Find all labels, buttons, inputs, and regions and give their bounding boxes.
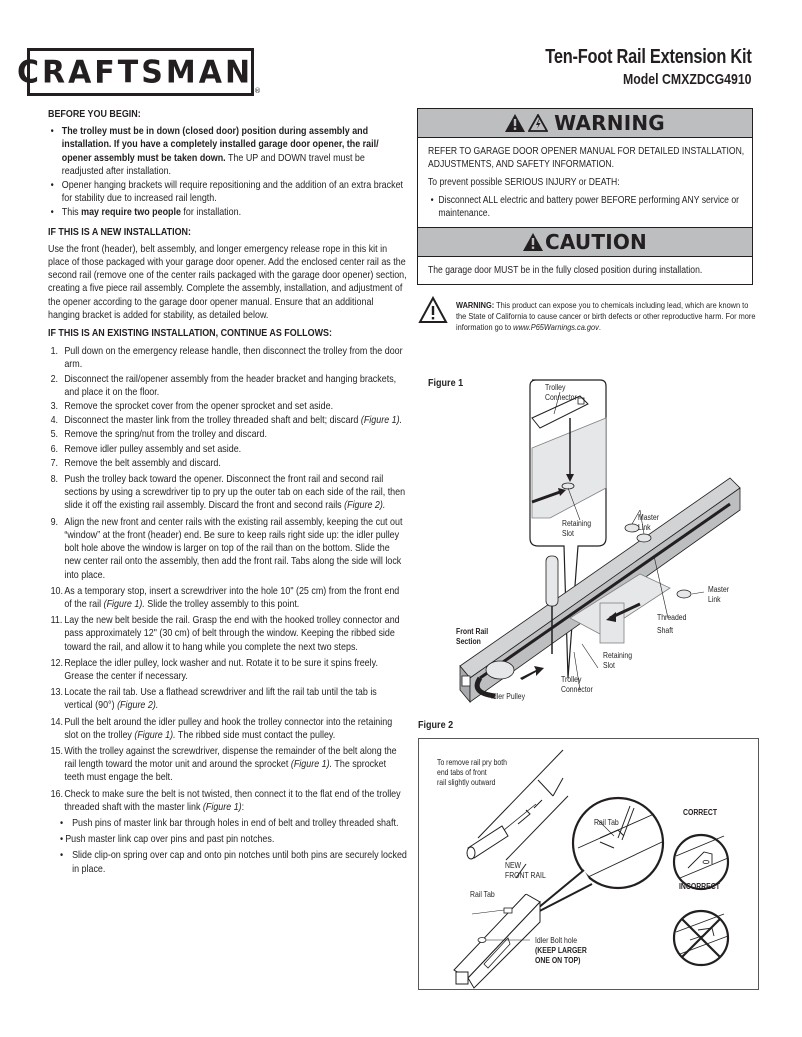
sub-bullet: • Push master link cap over pins and past pin notches. <box>48 833 407 846</box>
warning-line-1: REFER TO GARAGE DOOR OPENER MANUAL FOR DETAILED INSTALLATION, ADJUSTMENTS, AND SAFETY INFORMATION. <box>428 146 745 170</box>
callout-threaded-shaft: Threaded Shaft <box>657 613 687 635</box>
instructions-column <box>48 108 408 876</box>
callout-front-rail-section: Front Rail Section <box>456 627 489 646</box>
warning-body <box>418 138 752 227</box>
hazard-triangle-icon <box>523 233 543 251</box>
figure-ref: (Figure 1). <box>103 598 145 610</box>
callout-retaining-slot-top: Retaining Slot <box>562 519 592 538</box>
figure-1-diagram <box>440 378 760 708</box>
title-block <box>500 46 752 88</box>
before-you-begin-heading: BEFORE YOU BEGIN: <box>48 109 141 120</box>
sub-bullet: • Slide clip-on spring over cap and onto pin notches until both pins are securely locked in place. <box>48 849 407 875</box>
step-11: 11. Lay the new belt beside the rail. Grasp the end with the hooked trolley connector and pass approximately 12" (30 cm) of belt through the window. Keeping the ribbed side toward the rail, and allow it to hang while you complete the next two steps. <box>50 615 400 653</box>
caution-body: The garage door MUST be in the fully closed position during installation. <box>418 257 752 285</box>
list-item: • This may require two people for installation. <box>48 206 407 219</box>
brand-name: CRAFTSMAN <box>16 53 254 91</box>
step-16: 16. Check to make sure the belt is not twisted, then connect it to the flat end of the trolley threaded shaft with the master link (Figure 1): <box>50 788 401 813</box>
model-number: Model CMXZDCG4910 <box>623 71 752 88</box>
warning-label: WARNING <box>554 111 665 135</box>
page-title: Ten-Foot Rail Extension Kit <box>545 46 752 68</box>
step-12: 12. Replace the idler pulley, lock washer and nut. Rotate it to be sure it spins freely. Grease the center if necessary. <box>50 657 378 682</box>
step-14: 14. Pull the belt around the idler pulley and hook the trolley connector into the retaining slot on the trolley (Figure 1). The ribbed side must contact the pulley. <box>50 716 393 741</box>
caution-header <box>418 227 752 257</box>
list-item: • Opener hanging brackets will require repositioning and the addition of an extra bracket for stability due to increased rail length. <box>48 179 407 205</box>
callout-trolley-connector: Trolley Connector <box>561 675 593 694</box>
step-4: 4. Disconnect the master link from the trolley threaded shaft and belt; discard (Figure 1). <box>50 415 403 427</box>
figure-ref: (Figure 2). <box>344 500 386 512</box>
step-5: 5. Remove the spring/nut from the trolley and discard. <box>50 429 267 441</box>
step-10: 10. As a temporary stop, insert a screwdriver into the hole 10" (25 cm) from the front end of the rail (Figure 1). Slide the trolley assembly to this point. <box>50 585 400 610</box>
figure-1-label: Figure 1 <box>428 377 464 389</box>
callout-retaining-slot: Retaining Slot <box>603 651 633 670</box>
sub-bullet: • Push pins of master link bar through holes in end of belt and trolley threaded shaft. <box>48 817 407 830</box>
label-correct: CORRECT <box>683 808 718 817</box>
new-installation-text: Use the front (header), belt assembly, and longer emergency release rope in this kit in place of those packaged with your garage door opener. Add the enclosed center rail as the second rail (remove one of the center rails packaged with the garage door opener) section, creating a five piece rail assembly. Complete the assembly, installation, and adjustment of the opener according to the garage door opener manual. Ensure that an additional hanging bracket is added for stability, as detailed below. <box>48 243 407 321</box>
craftsman-logo <box>16 48 265 96</box>
step-2: 2. Disconnect the rail/opener assembly from the header bracket and hanging brackets, and place it on the floor. <box>50 373 397 398</box>
registered-mark: ® <box>254 86 265 95</box>
callout-master-link-2: Master Link <box>708 585 730 604</box>
caution-label: CAUTION <box>544 230 647 254</box>
step-7: 7. Remove the belt assembly and discard. <box>50 457 221 469</box>
warning-line-2: To prevent possible SERIOUS INJURY or DEATH: <box>428 177 620 188</box>
step-6: 6. Remove idler pulley assembly and set aside. <box>50 443 242 455</box>
callout-idler-pulley: Idler Pulley <box>491 692 526 701</box>
callout-keep-larger: (KEEP LARGER ONE ON TOP) <box>535 946 587 965</box>
electric-shock-icon <box>528 114 548 132</box>
step-3: 3. Remove the sprocket cover from the opener sprocket and set aside. <box>50 401 334 413</box>
warning-box <box>417 108 753 285</box>
p65-link[interactable]: www.P65Warnings.ca.gov <box>513 322 599 332</box>
callout-idler-bolt-hole: Idler Bolt hole <box>535 936 578 945</box>
callout-rail-tab-zoom: Rail Tab <box>594 818 619 827</box>
callout-trolley-connector-top: Trolley Connector <box>545 383 577 402</box>
existing-installation-heading: IF THIS IS AN EXISTING INSTALLATION, CONTINUE AS FOLLOWS: <box>48 328 332 340</box>
callout-master-link-1: Master Link <box>638 513 660 532</box>
figure-ref: (Figure 1). <box>290 759 333 771</box>
step-8: 8. Push the trolley back toward the opener. Disconnect the front rail and second rail sections by using a screwdriver tip to pry up the outer tab on each side of the rail, then slide it off the existing rail assembly. Discard the front and second rails (Figure 2). <box>50 474 406 512</box>
steps-list <box>48 345 407 876</box>
figure-2-label: Figure 2 <box>418 719 454 731</box>
warning-header <box>418 108 752 138</box>
hazard-triangle-icon <box>505 114 525 132</box>
figure-ref: (Figure 1) <box>202 801 242 813</box>
warning-triangle-icon <box>418 296 448 324</box>
new-installation-heading: IF THIS IS A NEW INSTALLATION: <box>48 226 191 238</box>
callout-rail-tab: Rail Tab <box>470 890 495 899</box>
figure-ref: (Figure 2). <box>117 700 159 712</box>
figure-ref: (Figure 1). <box>360 415 403 427</box>
step-9: 9. Align the new front and center rails with the existing rail assembly, keeping the cut out “window” at the front (header) end. Be sure to keep rails right side up: the idler pulley bolt hole above the window is larger on top of the rail than on the bottom. Slide the new center rail onto the assembly, then add the front rail. Tabs along the side will lock into place. <box>50 516 403 581</box>
list-item: • The trolley must be in down (closed door) position during assembly and installation. If you have a completely installed garage door opener, the rail/ opener assembly must be taken down. The UP and DOWN travel must be readjusted after installation. <box>48 125 407 178</box>
callout-remove-rail: To remove rail pry both end tabs of front rail slightly outward <box>437 758 507 787</box>
label-incorrect: INCORRECT <box>679 882 720 891</box>
callout-new-front-rail: NEW FRONT RAIL <box>505 861 546 880</box>
step-13: 13. Locate the rail tab. Use a flathead screwdriver and lift the rail tab until the tab is vertical (90°) (Figure 2). <box>50 687 377 712</box>
warning-bullet: • Disconnect ALL electric and battery power BEFORE performing ANY service or maintenance. <box>428 194 748 220</box>
step-15: 15. With the trolley against the screwdriver, dispense the remainder of the belt along the rail length toward the motor unit and around the sprocket (Figure 1). The sprocket teeth must engage the belt. <box>50 745 397 784</box>
step-1: 1. Pull down on the emergency release handle, then disconnect the trolley from the door arm. <box>50 346 403 371</box>
figure-ref: (Figure 1). <box>134 729 176 741</box>
